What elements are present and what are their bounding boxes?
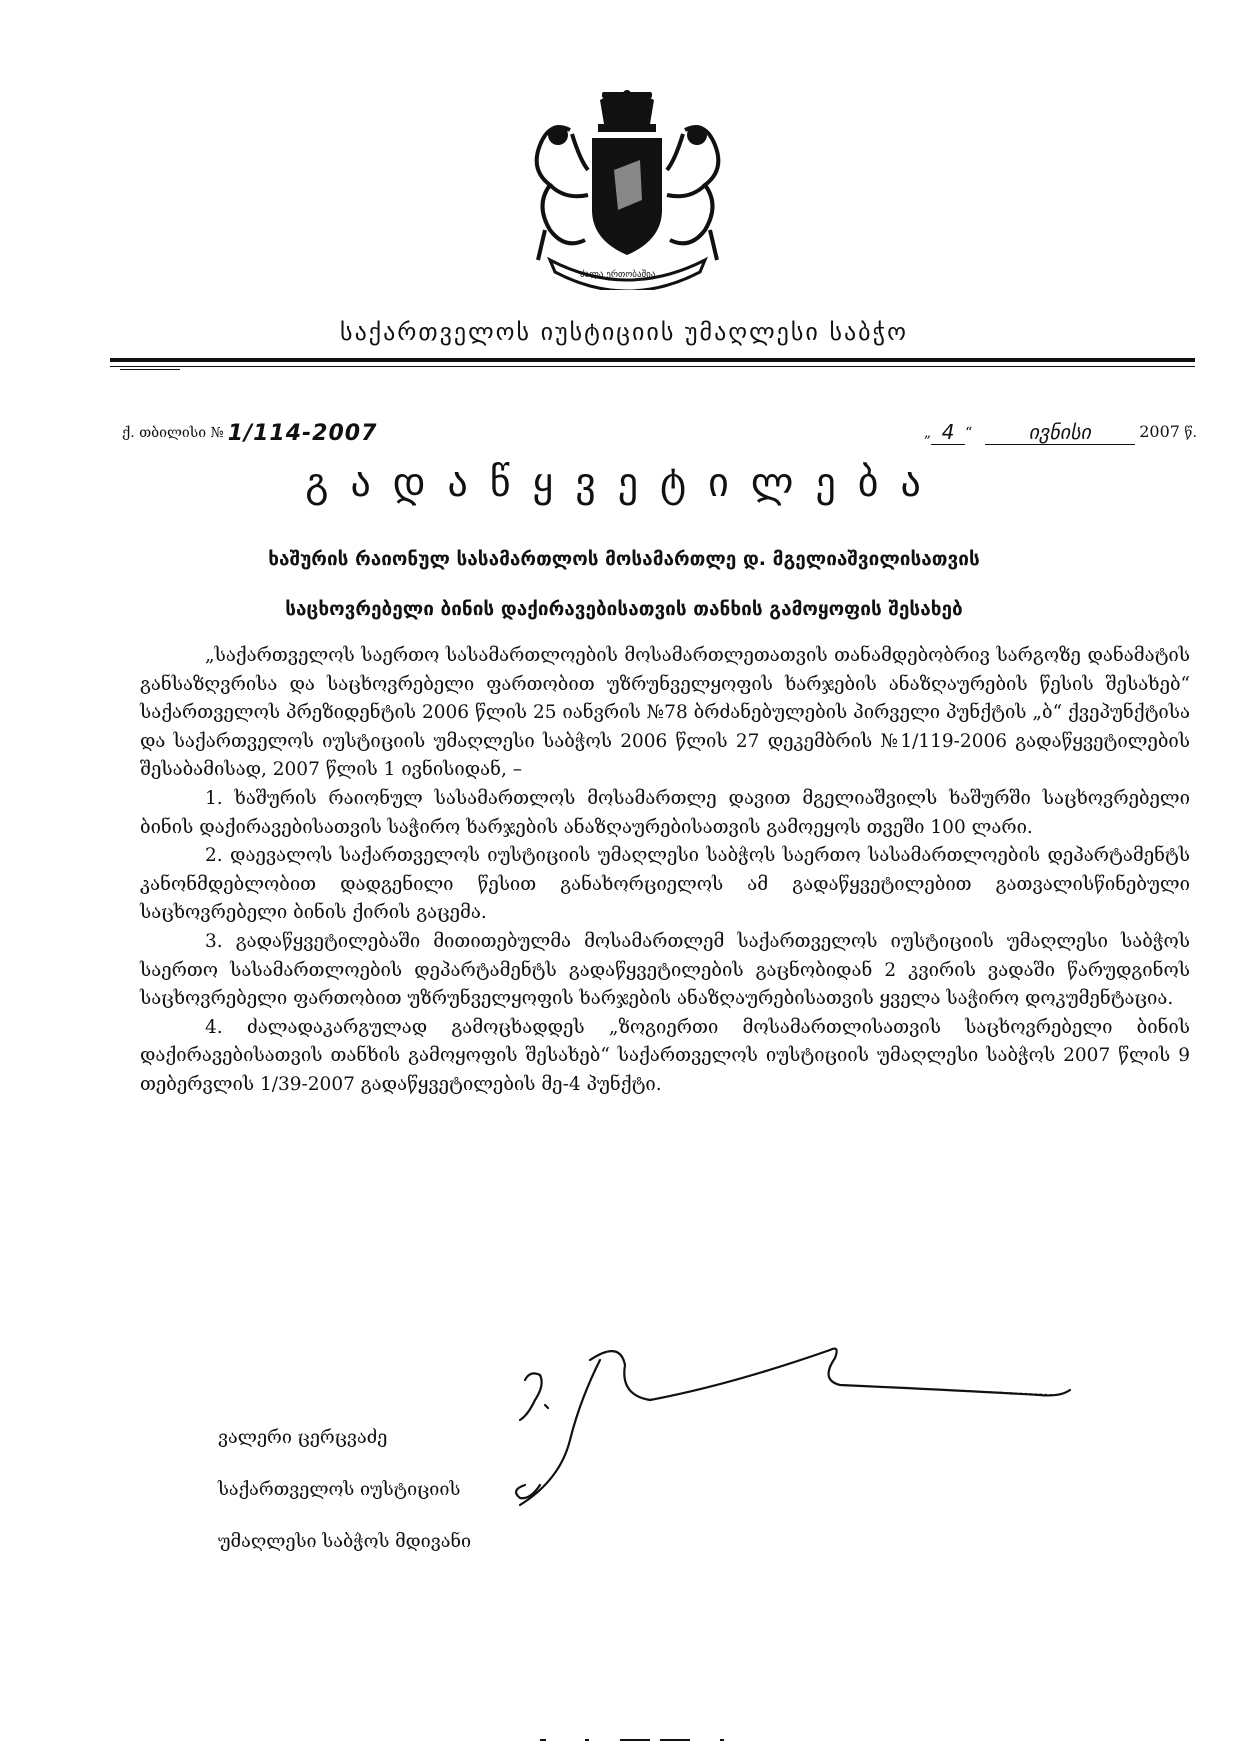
header-rule-short <box>120 369 180 370</box>
subtitle-line-1: ხაშურის რაიონულ სასამართლოს მოსამართლე დ. მგელიაშვილისათვის <box>268 548 980 570</box>
date-group <box>924 418 1197 443</box>
date-day: 4 <box>931 420 965 445</box>
handwritten-signature <box>500 1340 1120 1510</box>
coat-of-arms-icon <box>510 90 745 290</box>
preamble-paragraph: „საქართველოს საერთო სასამართლოების მოსამართლეთათვის თანამდებობრივ სარგოზე დანამატის განსაზღვრისა და საცხოვრებელი ფართობით უზრუნველყოფის ხარჯების ანაზღაურების წესის შესახებ“ საქართველოს პრეზიდენტის 2006 წლის 25 იანვრის №78 ბრძანებულების პირველი პუნქტის „ბ“ ქვეპუნქტისა და საქართველოს იუსტიციის უმაღლესი საბჭოს 2006 წლის 27 დეკემბრის №1/119-2006 გადაწყვეტილების შესაბამისად, 2007 წლის 1 ივნისიდან, – <box>140 645 1190 781</box>
document-body <box>140 642 1190 1100</box>
reference-number: 1/114-2007 <box>227 421 378 446</box>
date-quote-close: “ <box>965 425 973 441</box>
item-4-paragraph: 4. ძალადაკარგულად გამოცხადდეს „ზოგიერთი მოსამართლისათვის საცხოვრებელი ბინის დაქირავებისათვის თანხის გამოყოფის შესახებ“ საქართველოს იუსტიციის უმაღლესი საბჭოს 2007 წლის 9 თებერვლის 1/39-2007 გადაწყვეტილების მე-4 პუნქტი. <box>140 1016 1190 1095</box>
signatory-name: ვალერი ცერცვაძე <box>218 1427 388 1448</box>
item-3-paragraph: 3. გადაწყვეტილებაში მითითებულმა მოსამართლემ საქართველოს იუსტიციის უმაღლესი საბჭოს საერთო სასამართლოების დეპარტამენტს გადაწყვეტილების გაცნობიდან 2 კვირის ვადაში წარუდგინოს საცხოვრებელი ფართობით უზრუნველყოფის ხარჯების ანაზღაურებისათვის ყველა საჭირო დოკუმენტაცია. <box>140 930 1190 1010</box>
item-2-paragraph: 2. დაევალოს საქართველოს იუსტიციის უმაღლესი საბჭოს საერთო სასამართლოების დეპარტამენტს კანონმდებლობით დადგენილი წესით განახორციელოს ამ გადაწყვეტილებით გათვალისწინებული საცხოვრებელი ბინის ქირის გაცემა. <box>140 845 1190 924</box>
item-1-paragraph: 1. ხაშურის რაიონულ სასამართლოს მოსამართლე დავით მგელიაშვილს ხაშურში საცხოვრებელი ბინის დაქირავებისათვის საჭირო ხარჯების ანაზღაურებისათვის გამოეყოს თვეში 100 ლარი. <box>140 787 1190 838</box>
document-title: გადაწყვეტილება <box>305 460 943 506</box>
header-rule-thin <box>110 366 1195 367</box>
signatory-block <box>218 1412 471 1568</box>
coat-of-arms-motto: ძალა ერთობაშია <box>580 270 656 280</box>
city-prefix: ქ. თბილისი № <box>122 425 224 441</box>
scan-footer-marks <box>540 1735 760 1745</box>
date-year: 2007 <box>1139 422 1180 441</box>
header-rule-thick <box>110 358 1195 362</box>
signatory-position-line-2: უმაღლესი საბჭოს მდივანი <box>218 1531 472 1552</box>
signatory-position-line-1: საქართველოს იუსტიციის <box>218 1479 461 1500</box>
date-month: ივნისი <box>985 420 1135 445</box>
reference-line <box>122 410 1197 446</box>
date-quote-open: „ <box>923 425 932 441</box>
subtitle-line-2: საცხოვრებელი ბინის დაქირავებისათვის თანხის გამოყოფის შესახებ <box>285 598 963 620</box>
date-year-suffix: წ. <box>1184 425 1197 441</box>
institution-name: საქართველოს იუსტიციის უმაღლესი საბჭო <box>340 318 908 346</box>
reference-number-group <box>122 418 378 446</box>
